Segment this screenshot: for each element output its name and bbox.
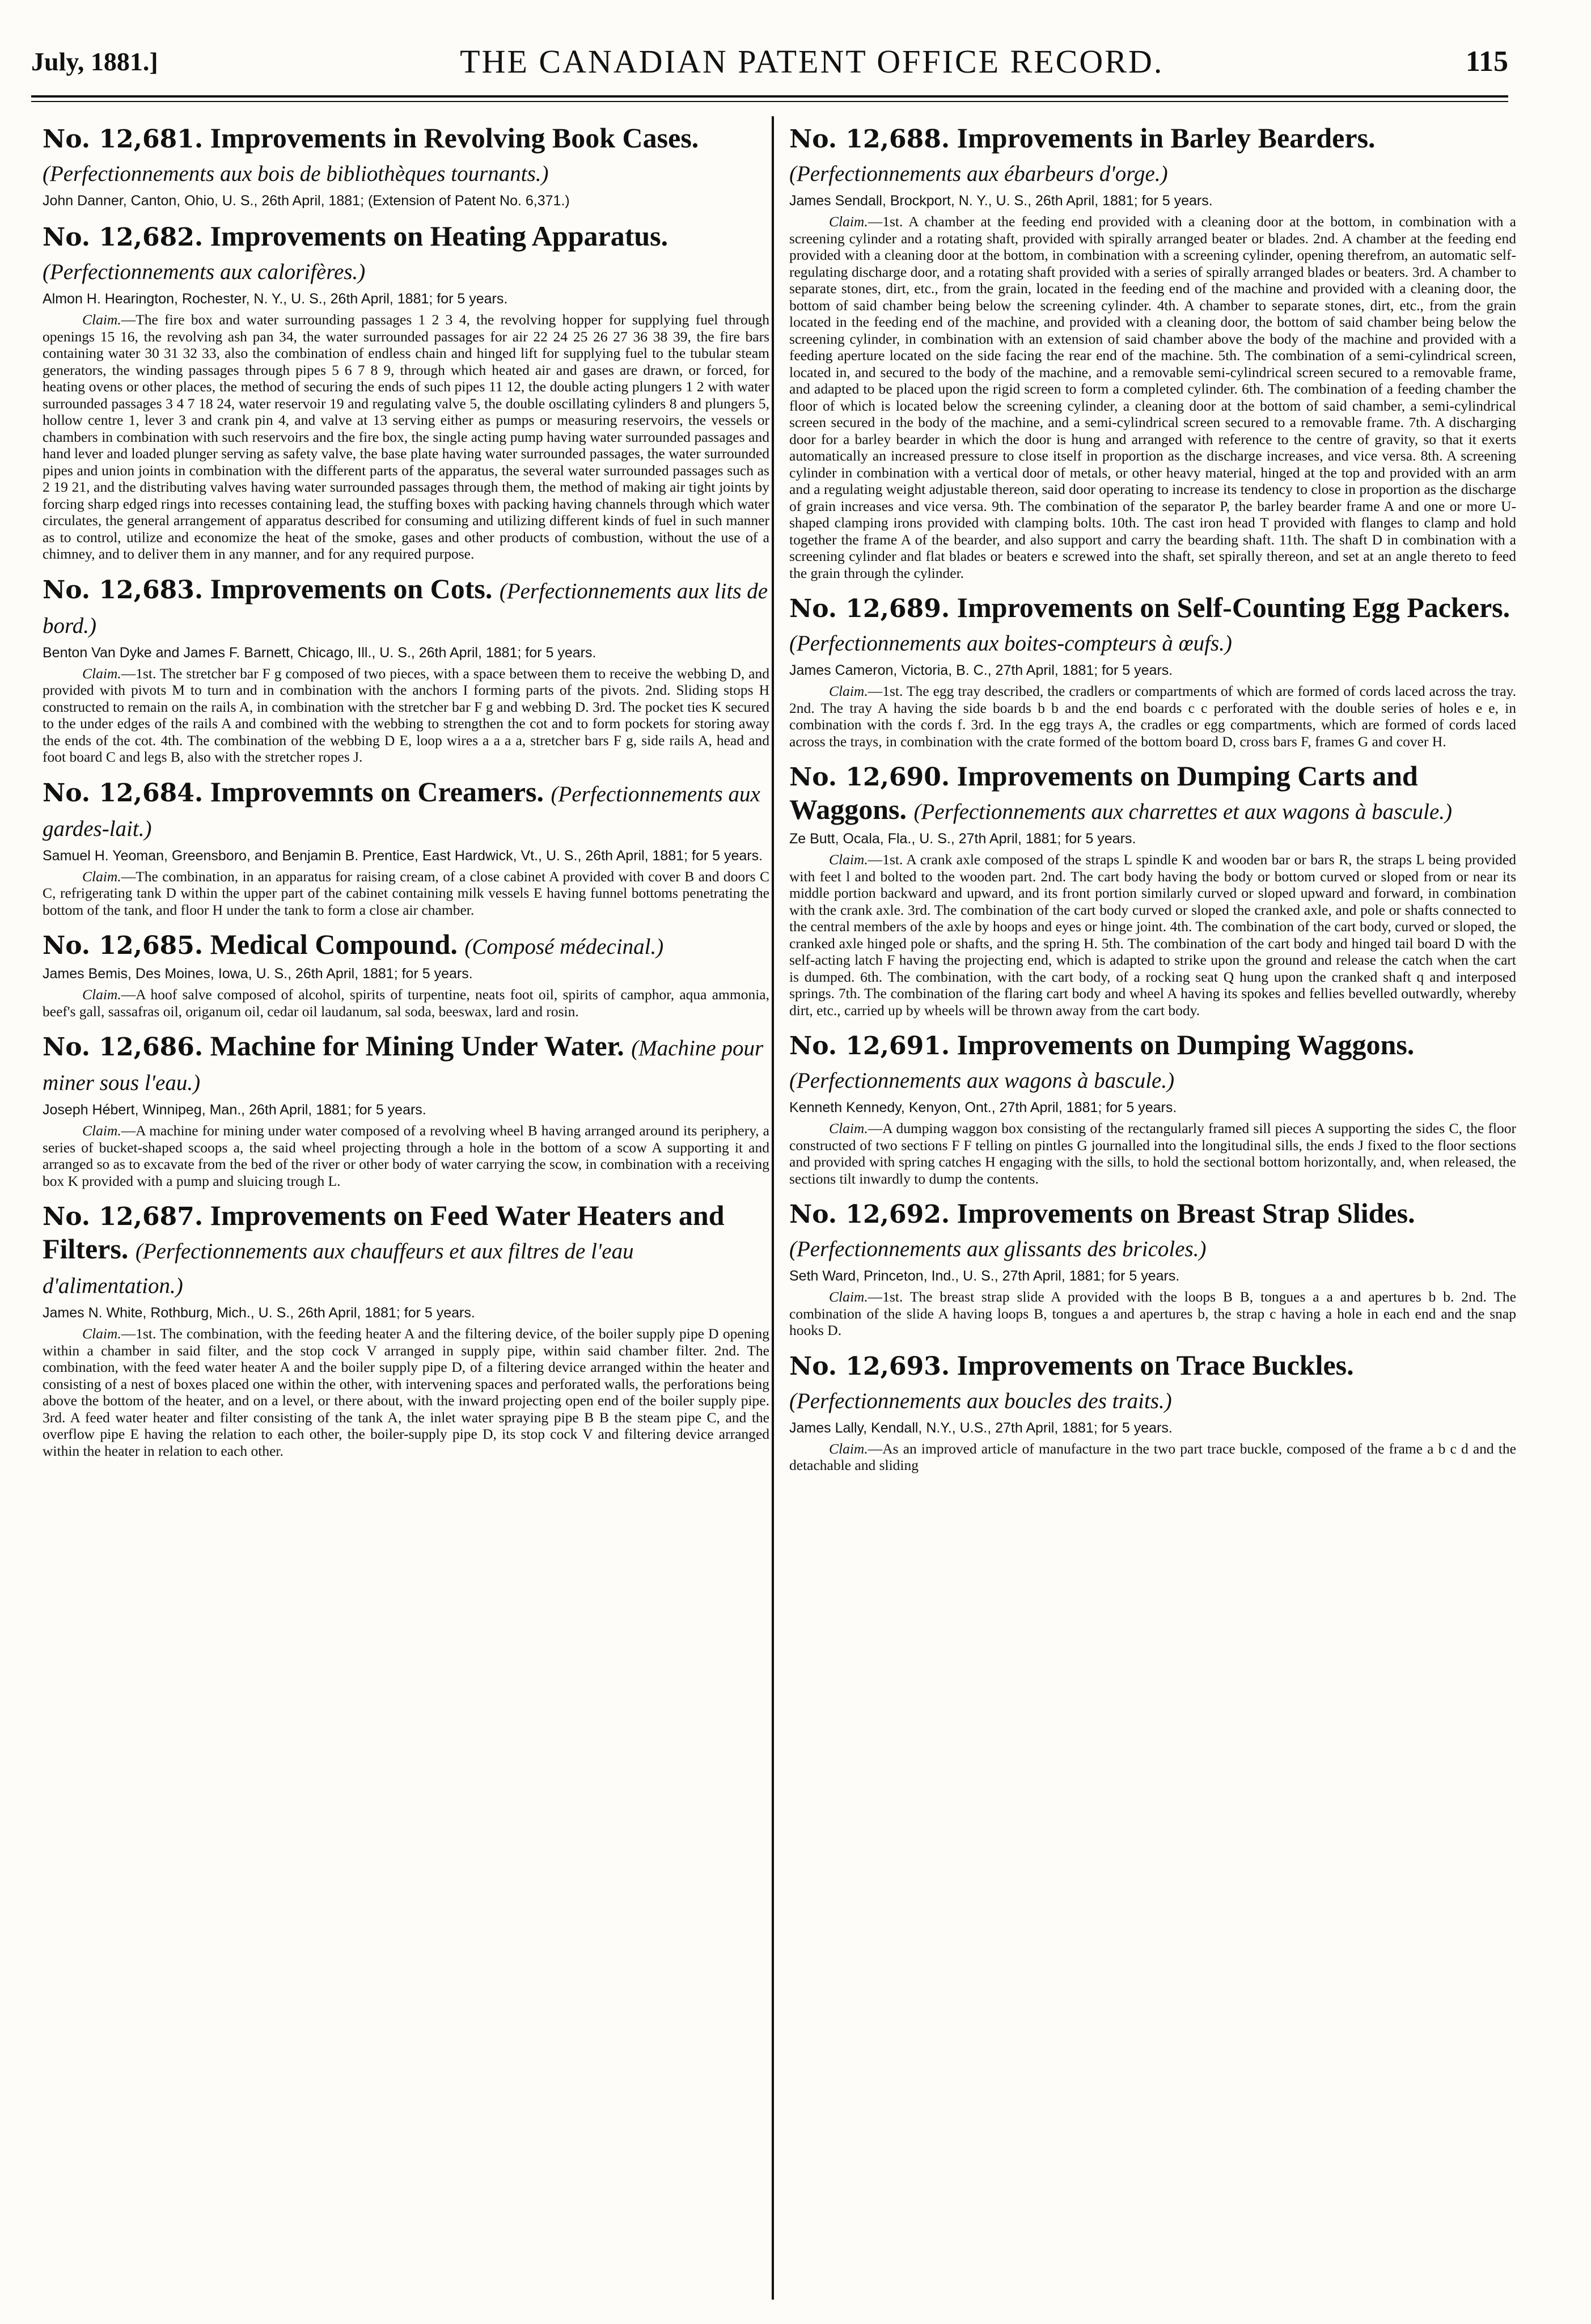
claim-text <box>789 1120 1516 1187</box>
claim-label: Claim. <box>829 1120 868 1136</box>
claim-text <box>789 213 1516 581</box>
claim-body: —The combination, in an apparatus for raising cream, of a close cabinet A provided with cover B and doors C C, refrigerating tank D within the upper part of the cabinet containing milk vessels E having funnel bottoms penetrating the bottom of the tank, and floor H under the tank to form a close air chamber. <box>43 868 769 918</box>
french-title: (Perfectionnements aux ébarbeurs d'orge.) <box>789 162 1168 186</box>
french-title: (Composé médecinal.) <box>464 935 664 959</box>
patent-entry <box>43 122 769 210</box>
patent-entry <box>43 776 769 919</box>
patent-entry <box>789 1029 1516 1187</box>
claim-text <box>789 683 1516 750</box>
entry-heading <box>43 122 769 190</box>
claim-body: —1st. The combination, with the feeding heater A and the filtering device, of the boiler supply pipe D opening within a chamber in said filter, and the stop cock V arranged in supply pipe, within said chamber filter. 2nd. The combination, with the feed water heater A and the boiler supply pipe D, of a filtering device arranged within the heater and consisting of a nest of boxes placed one within the other, with intervening spaces and perforated walls, the perforations being above the bottom of the heater, and on a level, or there about, with the inward projecting open end of the boiler supply pipe. 3rd. A feed water heater and filter consisting of the tank A, the inlet water spraying pipe B B the steam pipe C, and the overflow pipe E having the relation to each other, the boiler-supply pipe D, its stop cock V and filtering device arranged within the heater in relation to each other. <box>43 1325 769 1459</box>
column-divider <box>772 116 774 2300</box>
entry-heading <box>43 220 769 288</box>
header-title: THE CANADIAN PATENT OFFICE RECORD. <box>460 43 1164 80</box>
claim-text <box>789 851 1516 1019</box>
claim-label: Claim. <box>82 1325 121 1342</box>
patent-title: Machine for Mining Under Water. <box>210 1030 624 1062</box>
right-column <box>789 122 1516 2305</box>
patent-number: No. 12,687. <box>43 1202 204 1231</box>
patent-entry <box>43 573 769 766</box>
claim-text <box>43 1122 769 1189</box>
patent-number: No. 12,683. <box>43 575 204 605</box>
claim-text <box>43 868 769 919</box>
patent-number: No. 12,685. <box>43 931 204 960</box>
patent-number: No. 12,692. <box>789 1200 950 1229</box>
entry-heading <box>789 591 1516 660</box>
inventor-line: Benton Van Dyke and James F. Barnett, Chicago, Ill., U. S., 26th April, 1881; for 5 years. <box>43 644 596 661</box>
patent-entry <box>43 220 769 563</box>
claim-text <box>789 1288 1516 1339</box>
entry-heading <box>43 1030 769 1099</box>
french-title: (Perfectionnements aux calorifères.) <box>43 260 366 284</box>
patent-number: No. 12,682. <box>43 223 204 252</box>
patent-entry <box>789 760 1516 1019</box>
inventor-line: John Danner, Canton, Ohio, U. S., 26th April, 1881; (Extension of Patent No. 6,371.) <box>43 193 570 209</box>
entry-heading <box>789 760 1516 828</box>
claim-label: Claim. <box>82 665 121 682</box>
patent-entry <box>43 1199 769 1459</box>
patent-title: Improvements on Feed Water Heaters and Filters. <box>43 1199 725 1265</box>
french-title: (Perfectionnements aux wagons à bascule.) <box>789 1068 1175 1093</box>
inventor-line: Almon H. Hearington, Rochester, N. Y., U. S., 26th April, 1881; for 5 years. <box>43 291 508 307</box>
entry-heading <box>43 573 769 642</box>
french-title: (Perfectionnements aux bois de bibliothèques tournants.) <box>43 162 549 186</box>
patent-number: No. 12,688. <box>789 125 950 154</box>
claim-text <box>43 1325 769 1459</box>
inventor-line: Seth Ward, Princeton, Ind., U. S., 27th April, 1881; for 5 years. <box>789 1268 1180 1284</box>
entry-heading <box>789 1029 1516 1097</box>
header-date: July, 1881.] <box>31 47 158 76</box>
claim-body: —The fire box and water surrounding passages 1 2 3 4, the revolving hopper for supplying fuel through openings 15 16, the revolving ash pan 34, the water surrounded passages for air 22 24 25 26 27 36 38 39, the fire bars containing water 30 31 32 33, also the combination of endless chain and hinged lift for supplying fuel to the tubular steam generators, the winding passages through pipes 5 6 7 8 9, through which heated air and gases are drawn, or forced, for heating ovens or other places, the method of securing the ends of such pipes 11 12, the double acting plungers 1 2 with water surrounded passages 3 4 7 18 24, water reservoir 19 and regulating valve 5, the double oscillating cylinders 8 and plungers 5, hollow centre 1, lever 3 and crank pin 4, and valve at 13 serving either as pumps or measuring reservoirs, the vessels or chambers in combination with such reservoirs and the fire box, the single acting pump having water surrounded passages and hand lever and loaded plunger serving as safety valve, the base plate having water surrounded passages, the water surrounded pipes and union joints in combination with the different parts of the apparatus, the several water surrounded passages such as 2 19 21, and the distributing valves having water surrounded passages through them, the method of making air tight joints by forcing sharp edged rings into recesses containing lead, the stuffing boxes with packing having channels through which water circulates, the general arrangement of apparatus described for consuming and utilizing different kinds of fuel in such manner as to control, utilize and economize the heat of the smoke, gases and other products of combustion, without the use of a chimney, and to deliver them in any manner, and for any required purpose. <box>43 311 769 562</box>
entry-heading <box>43 928 769 963</box>
french-title: (Perfectionnements aux gardes-lait.) <box>43 781 760 841</box>
patent-entry <box>789 122 1516 581</box>
claim-text <box>43 986 769 1020</box>
claim-label: Claim. <box>82 868 121 885</box>
patent-number: No. 12,684. <box>43 778 204 808</box>
french-title: (Machine pour miner sous l'eau.) <box>43 1036 764 1095</box>
claim-label: Claim. <box>829 683 868 699</box>
patent-title: Improvements on Heating Apparatus. <box>210 220 668 252</box>
french-title: (Perfectionnements aux lits de bord.) <box>43 578 768 638</box>
claim-body: —1st. The stretcher bar F g composed of two pieces, with a space between them to receive the webbing D, and provided with pivots M to turn and in combination with the anchors I forming parts of the pivots. 2nd. Sliding stops H constructed to remain on the rails A, in combination with the stretcher bar F g and webbing D. 3rd. The pocket ties K secured to the under edges of the rails A and combined with the webbing to strengthen the cot and to form pockets for storing away the ends of the cot. 4th. The combination of the webbing D E, loop wires a a a a, stretcher bars F g, side rails A, head and foot board C and legs B, also with the stretcher ropes J. <box>43 665 769 765</box>
entry-heading <box>789 1349 1516 1417</box>
patent-title: Improvements on Dumping Waggons. <box>957 1029 1415 1060</box>
patent-title: Improvements in Barley Bearders. <box>957 122 1376 154</box>
patent-title: Improvements on Dumping Carts and Waggons. <box>789 760 1418 825</box>
patent-entry <box>43 928 769 1020</box>
claim-body: —1st. A crank axle composed of the straps L spindle K and wooden bar or bars R, the straps L being provided with feet l and bolted to the wooden part. 2nd. The cart body having the body or bottom curved or sloped from or near its middle portion backward and upward, and its front portion similarly curved or sloped upward and forward, in combination with the crank axle. 3rd. The combination of the cart body curved or sloped the cranked axle, and pole or shafts connected to the central members of the axle by hoops and eyes or hinge joint. 4th. The combination of the cart body, curved or sloped, the cranked axle hinged pole or shafts, and the spring H. 5th. The combination of the cart body and hinged tail board D with the self-acting latch F having the projecting end, which is adapted to strike upon the ground and release the catch when the cart is dumped. 6th. The combination, with the cart body, of a rocking seat Q hung upon the cranked shaft q and interposed springs. 7th. The combination of the flaring cart body and wheel A having its spokes and fellies bevelled outwardly, whereby dirt, etc., carried up by wheels will be thrown away from the cart body. <box>789 851 1516 1019</box>
claim-label: Claim. <box>82 1122 121 1139</box>
inventor-line: James N. White, Rothburg, Mich., U. S., 26th April, 1881; for 5 years. <box>43 1305 475 1321</box>
claim-text <box>789 1440 1516 1474</box>
claim-label: Claim. <box>829 851 868 868</box>
patent-title: Medical Compound. <box>210 928 458 960</box>
french-title: (Perfectionnements aux charrettes et aux wagons à bascule.) <box>913 800 1452 824</box>
entry-heading <box>43 1199 769 1302</box>
patent-number: No. 12,686. <box>43 1033 204 1062</box>
claim-label: Claim. <box>829 213 868 230</box>
patent-title: Improvements on Cots. <box>210 572 493 605</box>
patent-title: Improvemnts on Creamers. <box>210 775 544 808</box>
french-title: (Perfectionnements aux glissants des bricoles.) <box>789 1237 1207 1261</box>
inventor-line: James Lally, Kendall, N.Y., U.S., 27th April, 1881; for 5 years. <box>789 1419 1173 1436</box>
page-header <box>31 27 1508 95</box>
claim-label: Claim. <box>829 1288 868 1305</box>
french-title: (Perfectionnements aux boucles des traits.) <box>789 1388 1172 1413</box>
entry-heading <box>43 776 769 845</box>
inventor-line: James Sendall, Brockport, N. Y., U. S., 26th April, 1881; for 5 years. <box>789 193 1213 209</box>
patent-number: No. 12,693. <box>789 1351 950 1381</box>
claim-label: Claim. <box>82 986 121 1003</box>
header-rule-thin <box>31 101 1508 102</box>
patent-entry <box>43 1030 769 1189</box>
inventor-line: James Cameron, Victoria, B. C., 27th April, 1881; for 5 years. <box>789 662 1173 678</box>
claim-body: —1st. The egg tray described, the cradlers or compartments of which are formed of cords laced across the tray. 2nd. The tray A having the side boards b b and the end boards c c perforated with the double series of holes e e, in combination with the cords f. 3rd. In the egg trays A, the cradles or egg compartments, which are formed of cords laced across the trays, in combination with the crate formed of the bottom board D, cross bars F, frames G and cover H. <box>789 683 1516 750</box>
claim-body: —A hoof salve composed of alcohol, spirits of turpentine, neats foot oil, spirits of camphor, aqua ammonia, beef's gall, sassafras oil, origanum oil, cedar oil laudanum, sal soda, beeswax, lard and rosin. <box>43 986 769 1020</box>
claim-body: —A dumping waggon box consisting of the rectangularly framed sill pieces A supporting the sides C, the floor constructed of two sections F F telling on pintles G journalled into the longitudinal sills, the ends J fixed to the floor sections and provided with spring catches H engaging with the sills, to hold the sectional bottom horizontally, and, when released, the sections tilt inwardly to dump the contents. <box>789 1120 1516 1187</box>
inventor-line: Samuel H. Yeoman, Greensboro, and Benjamin B. Prentice, East Hardwick, Vt., U. S., 26th April, 1881; for 5 years. <box>43 847 763 864</box>
left-column <box>43 122 769 2305</box>
patent-number: No. 12,689. <box>789 594 950 623</box>
inventor-line: Kenneth Kennedy, Kenyon, Ont., 27th April, 1881; for 5 years. <box>789 1100 1177 1115</box>
entry-heading <box>789 1197 1516 1265</box>
inventor-line: Ze Butt, Ocala, Fla., U. S., 27th April, 1881; for 5 years. <box>789 831 1136 847</box>
patent-number: No. 12,681. <box>43 125 204 154</box>
patent-entry <box>789 591 1516 750</box>
inventor-line: Joseph Hébert, Winnipeg, Man., 26th April, 1881; for 5 years. <box>43 1102 426 1118</box>
patent-entry <box>789 1349 1516 1474</box>
claim-body: —1st. A chamber at the feeding end provided with a cleaning door at the bottom, in combination with a screening cylinder and a rotating shaft, provided with spirally arranged beater or blades. 2nd. A chamber at the feeding end provided with a cleaning door at the bottom, in combination with a screening cylinder, opening therefrom, an automatic self-regulating discharge door, and a rotating shaft provided with a series of spirally arranged blades or beaters. 3rd. A chamber to separate stones, dirt, etc., from the grain, located in the feeding end of the machine and provided with a cleaning door, the bottom of said chamber being below the screening cylinder. 4th. A chamber to separate stones, dirt, etc., from the grain located in the feeding end of the machine, and provided with a cleaning door, the bottom of said chamber being below the screening cylinder, in combination with an extension of said chamber above the body of the machine and provided with a feeding aperture located on the side facing the rear end of the machine. 5th. The combination of a semi-cylindrical screen, located in, and secured to the body of the machine, and a removable semi-cylindrical screen secured to a removable frame, and adapted to be placed upon the rigid screen to form a completed cylinder. 6th. The combination of a feeding chamber the floor of which is located below the screening cylinder, a cleaning door at the bottom of said chamber, a semi-cylindrical screen secured in the body of the machine, and a semi-cylindrical screen secured to a removable frame. 7th. A discharging door for a barley bearder in which the door is hung and arranged with reference to the centre of gravity, so that it exerts automatically an increased pressure to close itself in proportion as the discharge increases, and vice versa. 8th. A screening cylinder in combination with a vertical door of metals, or other heavy material, hinged at the top and provided with an arm and a regulating weight adjustable thereon, said door operating to increase its tendency to close in proportion as the discharge of grain increases and vice versa. 9th. The combination of the separator P, the barley bearder frame A and one or more U-shaped clamping irons provided with clamping bolts. 10th. The cast iron head T provided with flanges to clamp and hold together the frame A of the bearder, and also support and carry the bearding shaft. 11th. The shaft D in combination with a screening cylinder and flat blades or beaters e screwed into the shaft, set spirally thereon, and set at an angle thereto to feed the grain through the cylinder. <box>789 213 1516 581</box>
claim-body: —1st. The breast strap slide A provided with the loops B B, tongues a a and apertures b b. 2nd. The combination of the slide A having loops B, tongues a and apertures b, the strap c having a hole in each end and the snap hooks D. <box>789 1288 1516 1338</box>
header-rule-thick <box>31 95 1508 98</box>
inventor-line: James Bemis, Des Moines, Iowa, U. S., 26th April, 1881; for 5 years. <box>43 966 473 982</box>
page-number: 115 <box>1465 45 1508 78</box>
patent-entry <box>789 1197 1516 1339</box>
claim-text <box>43 665 769 766</box>
patent-title: Improvements in Revolving Book Cases. <box>210 122 699 154</box>
patent-title: Improvements on Trace Buckles. <box>957 1349 1354 1381</box>
claim-body: —As an improved article of manufacture in the two part trace buckle, composed of the frame a b c d and the detachable and sliding <box>789 1440 1516 1473</box>
french-title: (Perfectionnements aux chauffeurs et aux filtres de l'eau d'alimentation.) <box>43 1239 634 1298</box>
patent-number: No. 12,690. <box>789 763 950 792</box>
claim-body: —A machine for mining under water composed of a revolving wheel B having arranged around its periphery, a series of bucket-shaped scoops a, the said wheel projecting through a hole in the bottom of a scow A supporting it and arranged so as to excavate from the bed of the river or other body of water carrying the scow, in combination with a receiving box K provided with a pump and sluicing trough L. <box>43 1122 769 1189</box>
french-title: (Perfectionnements aux boites-compteurs à œufs.) <box>789 631 1232 656</box>
patent-title: Improvements on Self-Counting Egg Packers. <box>957 591 1510 623</box>
claim-text <box>43 311 769 563</box>
patent-title: Improvements on Breast Strap Slides. <box>957 1197 1415 1229</box>
patent-number: No. 12,691. <box>789 1032 950 1060</box>
claim-label: Claim. <box>829 1440 868 1457</box>
entry-heading <box>789 122 1516 190</box>
claim-label: Claim. <box>82 311 121 328</box>
